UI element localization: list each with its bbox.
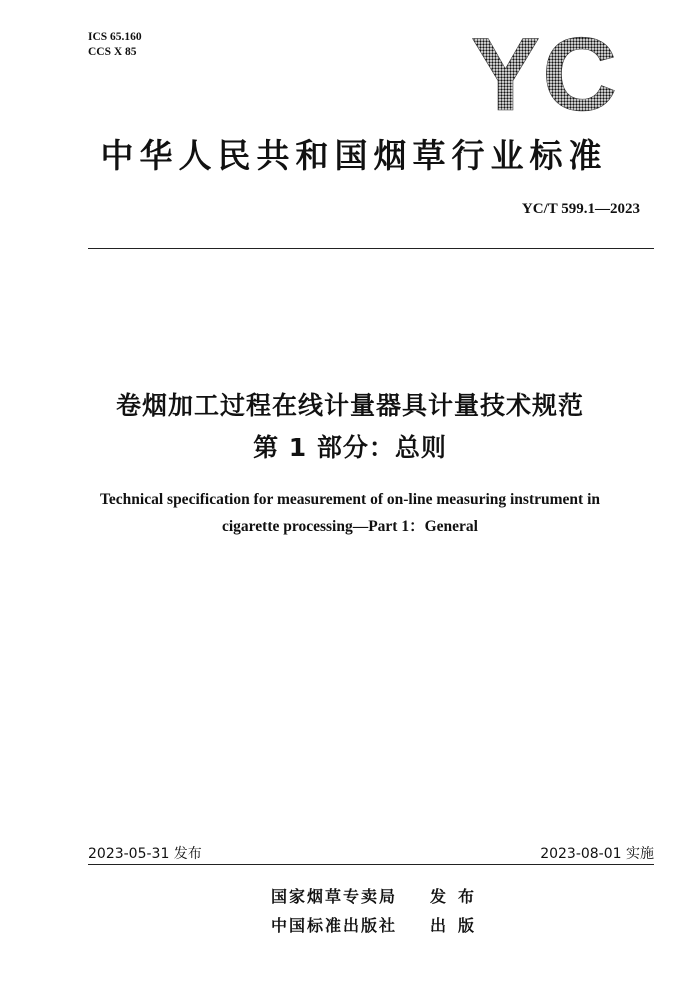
ccs-code: CCS X 85	[88, 46, 137, 58]
yc-logo-text: YC	[470, 28, 620, 116]
yc-logo	[470, 28, 620, 116]
chinese-title-line-1: 卷烟加工过程在线计量器具计量技术规范	[115, 391, 584, 420]
issue-date: 2023-05-31 发布	[88, 846, 202, 862]
issuer-role: 发布	[430, 887, 487, 906]
publisher-role: 出版	[430, 916, 487, 935]
classification-codes	[88, 30, 142, 60]
chinese-title-line-2: 第 1 部分：总则	[253, 433, 447, 462]
english-title-line-1: Technical specification for measurement of on-line measuring instrument in	[100, 491, 600, 508]
english-title-line-2: cigarette processing—Part 1：General	[222, 518, 478, 535]
standard-category-title: 中华人民共和国烟草行业标准	[100, 136, 608, 175]
issuer-org: 国家烟草专卖局	[271, 887, 398, 906]
ics-code: ICS 65.160	[88, 31, 142, 43]
top-divider	[88, 248, 654, 249]
effective-date: 2023-08-01 实施	[540, 846, 654, 862]
publisher-org: 中国标准出版社	[271, 916, 398, 935]
standard-number: YC/T 599.1—2023	[521, 201, 640, 217]
english-title	[0, 486, 700, 540]
bottom-divider	[88, 864, 654, 865]
